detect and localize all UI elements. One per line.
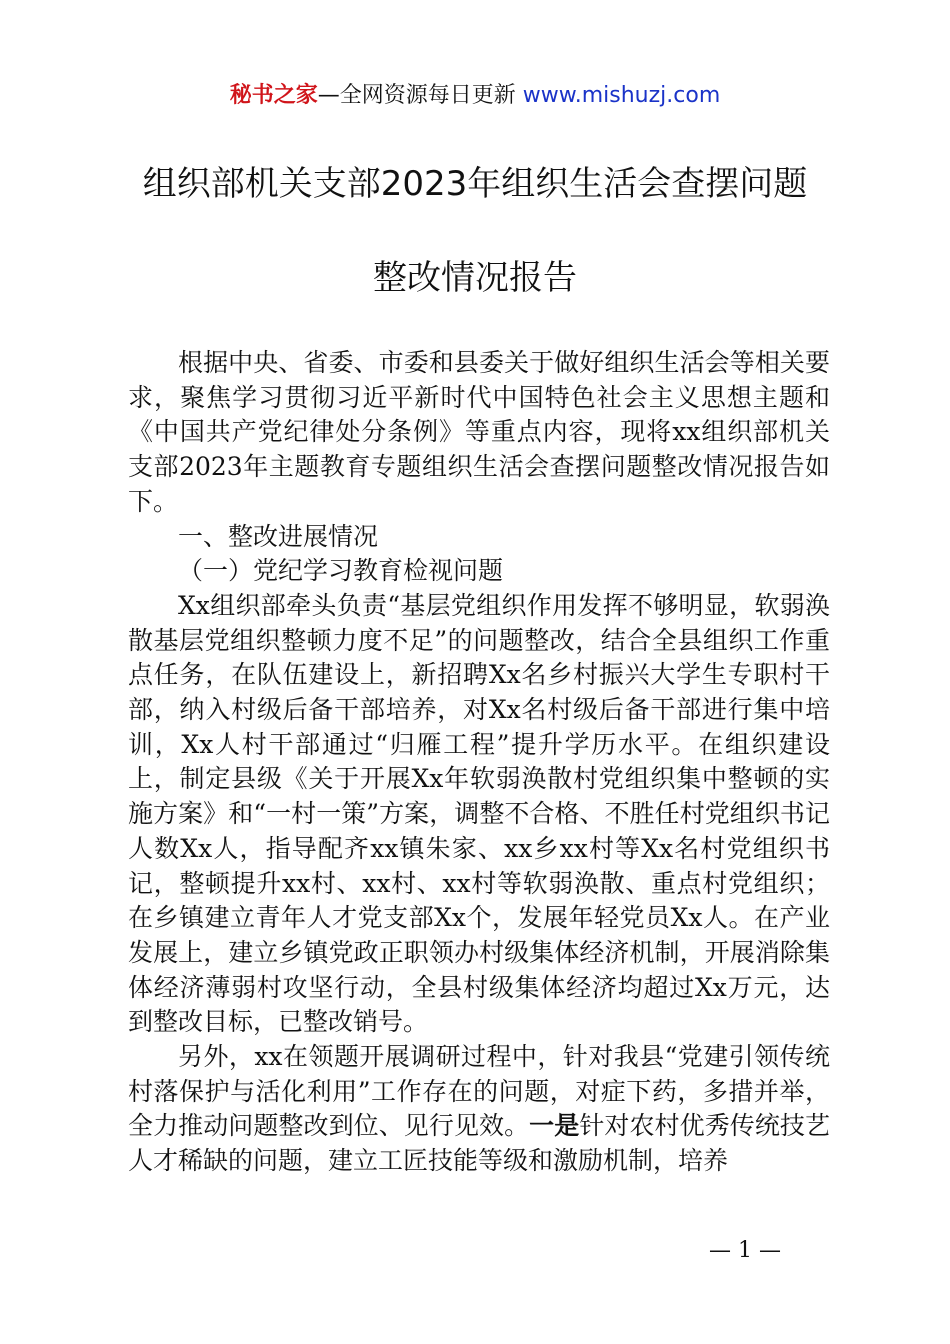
emphasis-text: 一是: [529, 1111, 580, 1141]
site-header: [0, 80, 950, 112]
paragraph-text: 另外，xx在领题开展调研过程中，针对我县“党建引领传统村落保护与活化利用”工作存在的问题，对症下药，多措并举，全力推动问题整改到位、见行见效。: [128, 1042, 830, 1141]
header-tagline: —全网资源每日更新: [317, 83, 516, 108]
page-number: — 1 —: [709, 1238, 781, 1263]
subsection-heading: （一）党纪学习教育检视问题: [178, 556, 504, 586]
paragraph-text-continued: 针对农村优秀传统技艺人才稀缺的问题，建立工匠技能等级和激励机制，培养: [128, 1111, 830, 1176]
site-url-link[interactable]: www.mishuzj.com: [522, 83, 721, 108]
document-body: [128, 346, 830, 1179]
intro-paragraph: 根据中央、省委、市委和县委关于做好组织生活会等相关要求，聚焦学习贯彻习近平新时代中国特色社会主义思想主题和《中国共产党纪律处分条例》等重点内容，现将xx组织部机关支部2023年主题教育专题组织生活会查摆问题整改情况报告如下。: [128, 348, 830, 516]
section-heading: 一、整改进展情况: [178, 521, 379, 551]
brand-name: 秘书之家: [229, 83, 318, 108]
body-paragraph: Xx组织部牵头负责“基层党组织作用发挥不够明显，软弱涣散基层党组织整顿力度不足”的问题整改，结合全县组织工作重点任务，在队伍建设上，新招聘Xx名乡村振兴大学生专职村干部，纳入村级后备干部培养，对Xx名村级后备干部进行集中培训，Xx人村干部通过“归雁工程”提升学历水平。在组织建设上，制定县级《关于开展Xx年软弱涣散村党组织集中整顿的实施方案》和“一村一策”方案，调整不合格、不胜任村党组织书记人数Xx人，指导配齐xx镇朱家、xx乡xx村等Xx名村党组织书记，整顿提升xx村、xx村、xx村等软弱涣散、重点村党组织；在乡镇建立青年人才党支部Xx个，发展年轻党员Xx人。在产业发展上，建立乡镇党政正职领办村级集体经济机制，开展消除集体经济薄弱村攻坚行动，全县村级集体经济均超过Xx万元，达到整改目标，已整改销号。: [128, 590, 830, 1037]
document-title-line1: 组织部机关支部2023年组织生活会查摆问题: [142, 164, 808, 204]
document-title-line2: 整改情况报告: [373, 258, 577, 298]
body-paragraph-2: [128, 1040, 830, 1179]
